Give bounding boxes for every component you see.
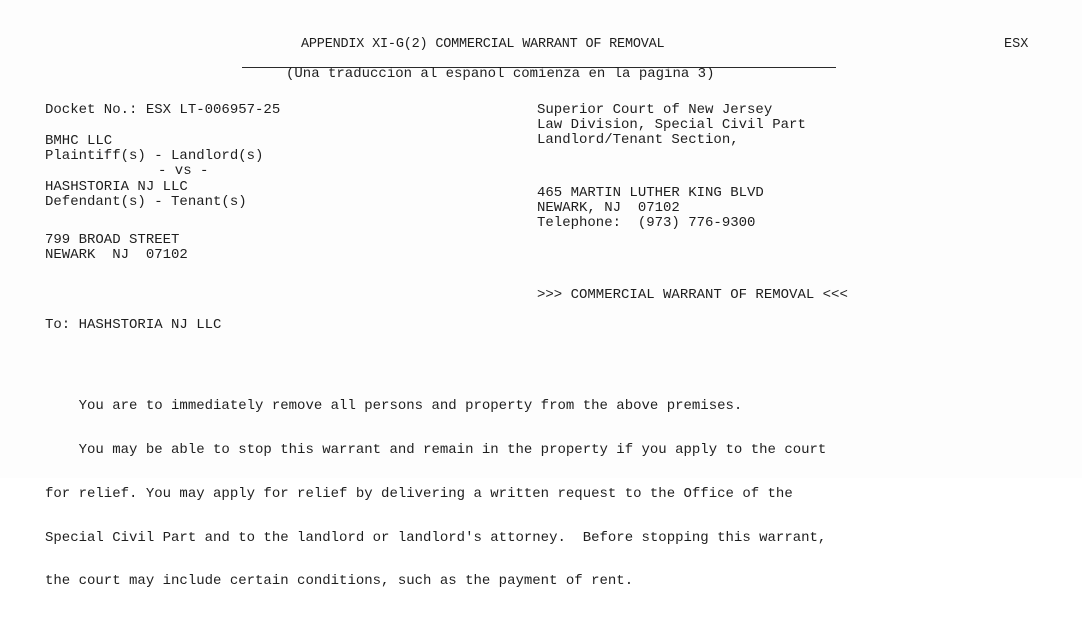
plaintiff-name: BMHC LLC xyxy=(45,133,113,149)
court-division: Law Division, Special Civil Part xyxy=(537,117,806,133)
cut-off-text-fragment xyxy=(614,473,660,478)
translation-note: (Una traduccion al espanol comienza en la pagina 3) xyxy=(286,66,715,82)
warrant-body-line: Special Civil Part and to the landlord or landlord's attorney. Before stopping this warrant, xyxy=(45,529,827,546)
court-section: Landlord/Tenant Section, xyxy=(537,132,739,148)
addressee-line: To: HASHSTORIA NJ LLC xyxy=(45,317,222,333)
plaintiff-role: Plaintiff(s) - Landlord(s) xyxy=(45,148,264,164)
docket-number: Docket No.: ESX LT-006957-25 xyxy=(45,102,281,118)
court-address-line-1: 465 MARTIN LUTHER KING BLVD xyxy=(537,185,764,201)
defendant-role: Defendant(s) - Tenant(s) xyxy=(45,194,247,210)
defendant-address-line-2: NEWARK NJ 07102 xyxy=(45,247,188,263)
document-title: APPENDIX XI-G(2) COMMERCIAL WARRANT OF REMOVAL xyxy=(301,37,665,52)
warrant-banner: >>> COMMERCIAL WARRANT OF REMOVAL <<< xyxy=(537,287,848,303)
warrant-body-line: the court may include certain conditions, such as the payment of rent. xyxy=(45,573,634,590)
court-name: Superior Court of New Jersey xyxy=(537,102,773,118)
versus-text: - vs - xyxy=(158,163,209,179)
warrant-body-line: for relief. You may apply for relief by delivering a written request to the Office of the xyxy=(45,485,793,502)
defendant-name: HASHSTORIA NJ LLC xyxy=(45,179,188,195)
defendant-address-line-1: 799 BROAD STREET xyxy=(45,232,180,248)
warrant-body-line: You are to immediately remove all persons and property from the above premises. xyxy=(45,398,743,415)
court-address-line-2: NEWARK, NJ 07102 xyxy=(537,200,680,216)
court-telephone: Telephone: (973) 776-9300 xyxy=(537,215,756,231)
warrant-body-line: You may be able to stop this warrant and remain in the property if you apply to the court xyxy=(45,441,827,458)
county-code: ESX xyxy=(1004,37,1029,52)
warrant-body xyxy=(45,370,1035,618)
